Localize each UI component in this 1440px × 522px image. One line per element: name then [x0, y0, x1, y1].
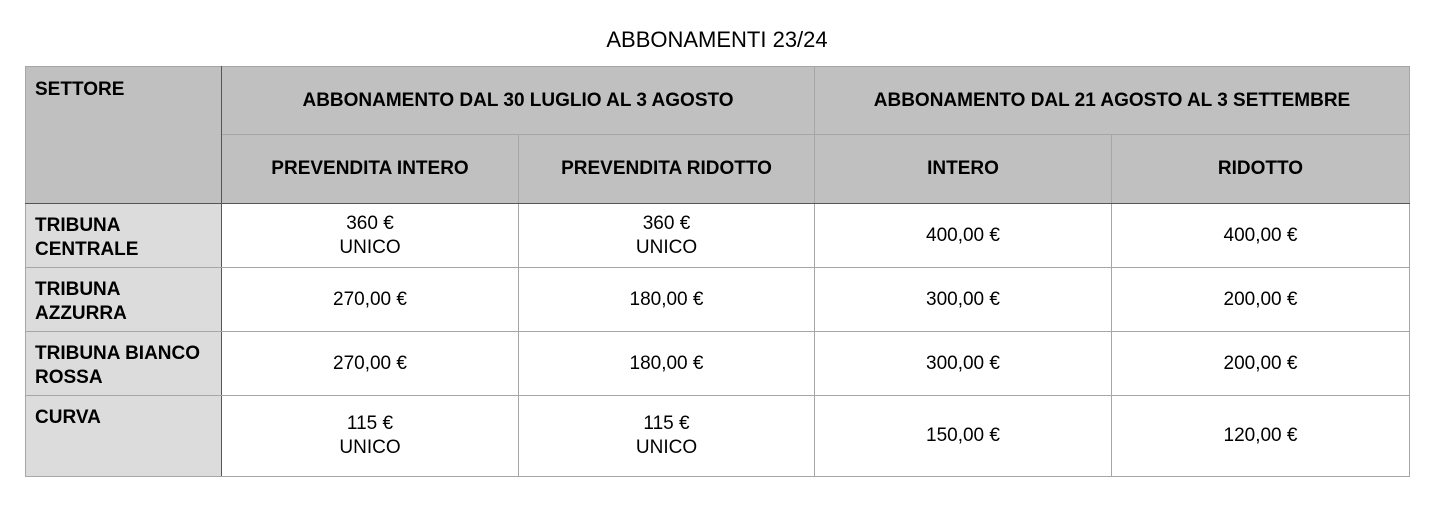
sector-cell [26, 396, 222, 477]
table-row [26, 332, 1410, 396]
price-value: 115 € [643, 413, 690, 434]
table-row [26, 268, 1410, 332]
price-cell [222, 396, 519, 477]
settore-header: SETTORE [26, 67, 222, 204]
price-cell [519, 204, 815, 268]
page-title: ABBONAMENTI 23/24 [606, 27, 828, 52]
price-cell: 270,00 € [222, 268, 519, 332]
col-header-ridotto: RIDOTTO [1112, 135, 1410, 204]
price-value: 360 € [346, 212, 394, 234]
col-header-intero: INTERO [815, 135, 1112, 204]
price-cell: 400,00 € [815, 204, 1112, 268]
price-cell: 400,00 € [1112, 204, 1410, 268]
price-cell: 300,00 € [815, 268, 1112, 332]
table-row [26, 204, 1410, 268]
price-cell: 270,00 € [222, 332, 519, 396]
price-cell: 180,00 € [519, 268, 815, 332]
period1-header: ABBONAMENTO DAL 30 LUGLIO AL 3 AGOSTO [222, 67, 815, 135]
sector-name-line: AZZURRA [35, 303, 127, 324]
sector-name-line: CURVA [35, 407, 101, 428]
table-row [26, 396, 1410, 477]
price-note: UNICO [635, 236, 698, 258]
sector-name-line: TRIBUNA BIANCO [35, 343, 201, 364]
price-value: 360 € [642, 212, 691, 234]
price-cell [222, 204, 519, 268]
price-cell: 300,00 € [815, 332, 1112, 396]
price-value: 115 € [346, 413, 394, 434]
sector-cell [26, 204, 222, 268]
price-cell: 150,00 € [815, 396, 1112, 477]
price-note: UNICO [339, 236, 401, 258]
price-cell: 180,00 € [519, 332, 815, 396]
col-header-prevendita-ridotto: PREVENDITA RIDOTTO [519, 135, 815, 204]
sector-name-line: TRIBUNA [35, 215, 121, 236]
sector-cell [26, 268, 222, 332]
sector-name-line: ROSSA [35, 367, 103, 388]
price-cell: 200,00 € [1112, 268, 1410, 332]
price-note: UNICO [635, 437, 698, 458]
price-cell [519, 396, 815, 477]
sector-name-line: TRIBUNA [35, 279, 121, 300]
col-header-prevendita-intero: PREVENDITA INTERO [222, 135, 519, 204]
header-row-periods [26, 67, 1410, 135]
price-cell: 200,00 € [1112, 332, 1410, 396]
sector-cell [26, 332, 222, 396]
price-table [25, 66, 1410, 477]
price-cell: 120,00 € [1112, 396, 1410, 477]
period2-header: ABBONAMENTO DAL 21 AGOSTO AL 3 SETTEMBRE [815, 67, 1410, 135]
price-note: UNICO [339, 437, 401, 458]
header-row-columns [26, 135, 1410, 204]
sector-name-line: CENTRALE [35, 239, 139, 260]
